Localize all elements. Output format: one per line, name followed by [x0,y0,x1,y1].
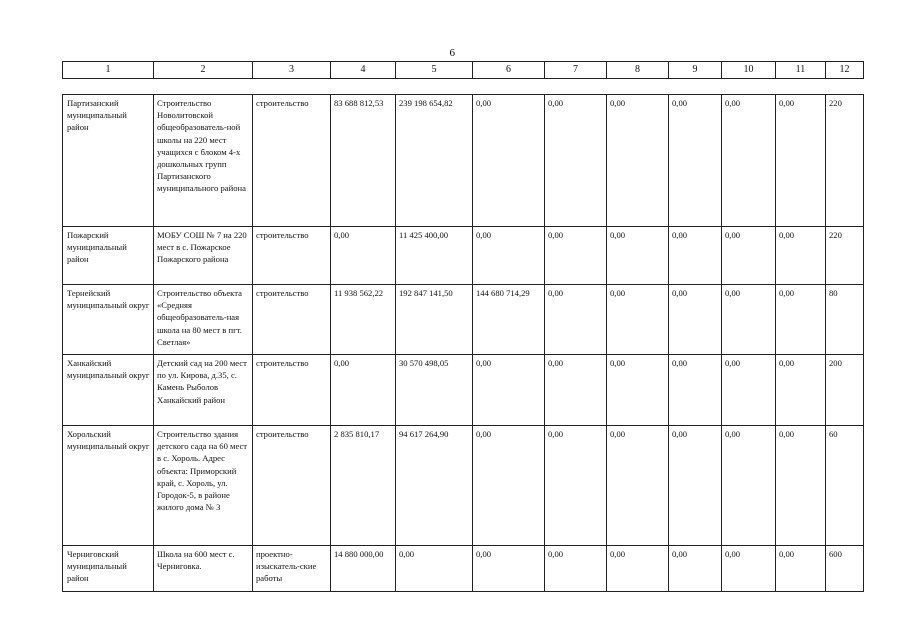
table-row [63,355,864,426]
header-cell: 9 [669,62,722,79]
table-cell: строительство [253,227,331,285]
header-cell: 4 [331,62,396,79]
table-cell: 0,00 [545,227,607,285]
table-cell: 0,00 [669,285,722,355]
table-cell: 0,00 [331,227,396,285]
table-cell: Черниговский муниципальный район [63,546,154,592]
table-cell: строительство [253,95,331,227]
table-cell: 80 [826,285,864,355]
header-cell: 1 [63,62,154,79]
header-cell: 10 [722,62,776,79]
table-cell: 0,00 [722,355,776,426]
header-cell: 5 [396,62,473,79]
table-cell: 0,00 [776,95,826,227]
table-cell: 239 198 654,82 [396,95,473,227]
header-cell: 6 [473,62,545,79]
table-cell: 0,00 [722,227,776,285]
table-cell: 0,00 [776,355,826,426]
table-cell: 0,00 [545,285,607,355]
header-cell: 8 [607,62,669,79]
table-cell: строительство [253,285,331,355]
table-row [63,95,864,227]
table-cell: 0,00 [776,546,826,592]
table-cell: 0,00 [722,285,776,355]
table-cell: 14 880 000,00 [331,546,396,592]
table-cell: 0,00 [669,227,722,285]
table-cell: Хорольский муниципальный округ [63,426,154,546]
table-cell: 192 847 141,50 [396,285,473,355]
table-cell: 0,00 [545,95,607,227]
column-number-header [62,61,864,79]
table-cell: 0,00 [607,227,669,285]
table-cell: 0,00 [607,355,669,426]
table-cell: 0,00 [669,546,722,592]
table-cell: 0,00 [473,426,545,546]
table-cell: 60 [826,426,864,546]
header-cell: 12 [826,62,864,79]
table-row [63,546,864,592]
table-cell: 220 [826,227,864,285]
table-cell: Строительство объекта «Средняя общеобразователь-ная школа на 80 мест в пгт. Светлая» [154,285,253,355]
table-cell: 0,00 [473,95,545,227]
table-cell: 11 425 400,00 [396,227,473,285]
table-row [63,285,864,355]
page-number: 6 [449,47,456,59]
table-cell: Партизанский муниципальный район [63,95,154,227]
table-cell: проектно-изыскатель-ские работы [253,546,331,592]
table-cell: Строительство Новолитовской общеобразователь-ной школы на 220 мест учащихся с блоком 4-х дошкольных групп Партизанского муниципального района [154,95,253,227]
table-cell: 0,00 [545,546,607,592]
table-cell: строительство [253,426,331,546]
table-cell: 0,00 [776,426,826,546]
table-cell: 0,00 [607,95,669,227]
table-cell: 30 570 498,05 [396,355,473,426]
table-cell: 0,00 [545,355,607,426]
table-row [63,426,864,546]
table-cell: 94 617 264,90 [396,426,473,546]
table-cell: Тернейский муниципальный округ [63,285,154,355]
table-cell: 83 688 812,53 [331,95,396,227]
table-cell: 0,00 [607,285,669,355]
table-cell: 0,00 [607,546,669,592]
table-cell: 11 938 562,22 [331,285,396,355]
table-row [63,227,864,285]
table-cell: 0,00 [607,426,669,546]
table-cell: 0,00 [396,546,473,592]
header-cell: 7 [545,62,607,79]
table-cell: 220 [826,95,864,227]
header-cell: 11 [776,62,826,79]
table-cell: 0,00 [722,95,776,227]
table-cell: 0,00 [776,227,826,285]
table-cell: Ханкайский муниципальный округ [63,355,154,426]
table-cell: 200 [826,355,864,426]
table-cell: 2 835 810,17 [331,426,396,546]
table-cell: 144 680 714,29 [473,285,545,355]
table-cell: Детский сад на 200 мест по ул. Кирова, д.35, с. Камень Рыболов Ханкайский район [154,355,253,426]
table-cell: Пожарский муниципальный район [63,227,154,285]
table-cell: 600 [826,546,864,592]
table-cell: 0,00 [545,426,607,546]
table-cell: 0,00 [669,355,722,426]
header-cell: 2 [154,62,253,79]
table-cell: Школа на 600 мест с. Черниговка. [154,546,253,592]
table-cell: 0,00 [473,355,545,426]
table-cell: 0,00 [722,426,776,546]
data-table [62,94,864,592]
table-cell: строительство [253,355,331,426]
table-cell: 0,00 [669,95,722,227]
table-cell: 0,00 [473,227,545,285]
header-cell: 3 [253,62,331,79]
header-row [63,62,864,79]
table-cell: МОБУ СОШ № 7 на 220 мест в с. Пожарское Пожарского района [154,227,253,285]
table-cell: 0,00 [473,546,545,592]
table-cell: 0,00 [669,426,722,546]
table-cell: 0,00 [776,285,826,355]
table-cell: 0,00 [722,546,776,592]
table-cell: Строительство здания детского сада на 60 мест в с. Хороль. Адрес объекта: Приморский край, с. Хороль, ул. Городок-5, в районе жилого дома № 3 [154,426,253,546]
table-cell: 0,00 [331,355,396,426]
